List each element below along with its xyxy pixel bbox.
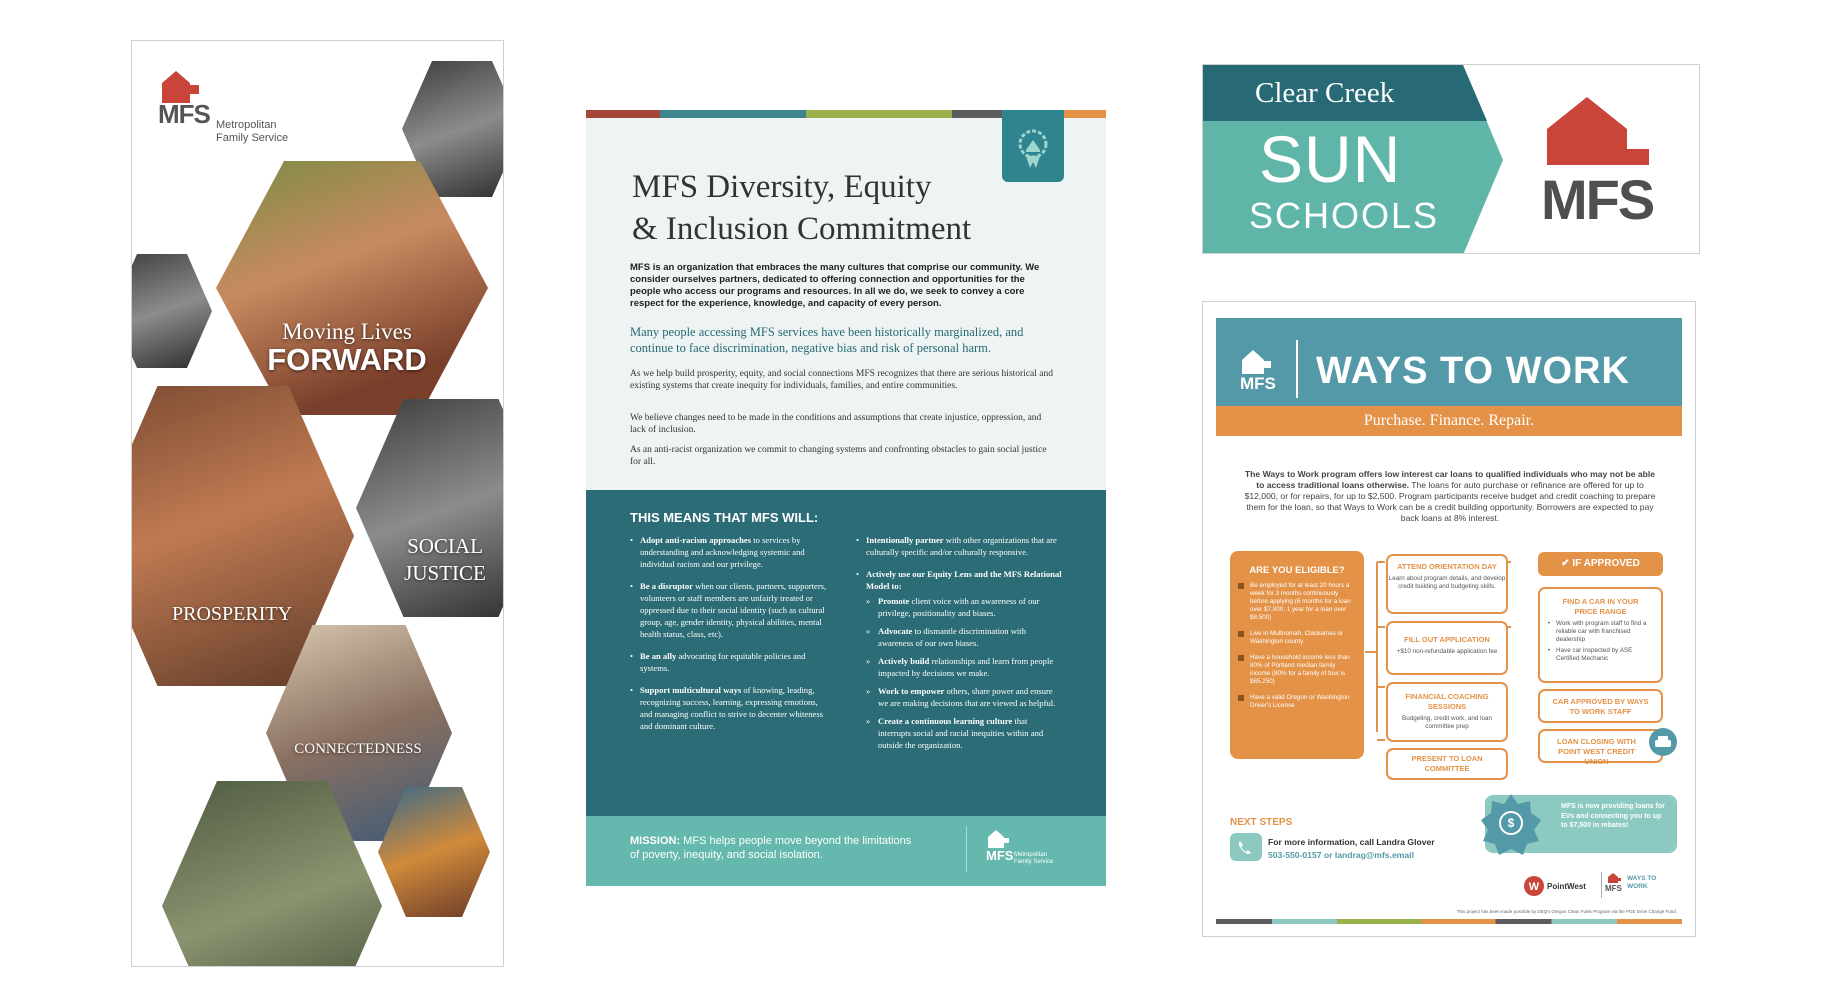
- dei-title-line1: MFS Diversity, Equity: [632, 169, 932, 205]
- wtw-header: [1216, 318, 1682, 436]
- approved-header: ✔ IF APPROVED: [1538, 552, 1663, 576]
- mfs-house-logo-icon: [1543, 95, 1653, 165]
- eligibility-box: [1230, 551, 1364, 759]
- partner-mfs-mark: MFS: [1605, 884, 1622, 893]
- approved-bullet: • Have car inspected by ASE Certified Mechanic: [1548, 647, 1633, 662]
- approved-loan-closing: LOAN CLOSING WITH POINT WEST CREDIT UNION: [1538, 729, 1663, 763]
- banner-logo-text: [216, 119, 288, 145]
- checkbox-icon: [1238, 695, 1244, 701]
- contact-line: For more information, call Landra Glover: [1268, 837, 1435, 847]
- equity-lens-subitems: [866, 595, 1062, 751]
- dei-pull-quote: Many people accessing MFS services have been historically marginalized, and continue to face discrimination, negative bias and risk of personal harm.: [630, 325, 1024, 355]
- wtw-title: WAYS TO WORK: [1316, 350, 1630, 392]
- eligibility-list: [1230, 576, 1364, 710]
- mfs-house-logo-icon: [1607, 872, 1621, 883]
- dei-paragraph-1: As we help build prosperity, equity, and social connections MFS recognizes that there are serious historical and existing systems that create inequity for individuals, families, and entire communities.: [630, 369, 1053, 391]
- commitment-item: • Intentionally partner with other organizations that are culturally specific and/or culturally responsive.: [856, 534, 1062, 558]
- tagline-line1: Moving Lives: [282, 319, 412, 344]
- commitment-item: • Actively use our Equity Lens and the MFS Relational Model to: » Promote client voice with an awareness of our privilege, positionality and biases. » Advocate to dismantle discrimination with awareness of our own biases. » Actively build relationships and learn from people impacted by decisions we make. » Work to empower others, share power and ensure we are making decisions that are viewed as helpful. » Create a continuous learning culture that interrupts social and racial inequities within and outside the organization.: [856, 568, 1062, 751]
- commitment-item: • Support multicultural ways of knowing, leading, recognizing success, learning, expressing emotions, and managing conflict to strive to decenter whiteness and dominant culture.: [630, 684, 830, 732]
- mfs-house-logo-icon: [160, 69, 200, 103]
- check-icon: ✔: [1561, 558, 1573, 569]
- footer-logo-mark: MFS: [986, 848, 1014, 863]
- dei-title-line2: & Inclusion Commitment: [632, 211, 972, 247]
- sun-word: SUN: [1259, 122, 1402, 196]
- retractable-banner: [131, 40, 504, 967]
- eligibility-item: Live in Multnomah, Clackamas or Washington county: [1238, 630, 1356, 646]
- commitments-right-column: [856, 534, 1062, 761]
- car-badge-icon: [1647, 726, 1679, 758]
- wtw-color-stripe: [1216, 919, 1682, 924]
- wtw-logo-mark: MFS: [1240, 374, 1276, 393]
- social-justice-line1: SOCIAL: [407, 534, 483, 558]
- commitments-heading: THIS MEANS THAT MFS WILL:: [630, 510, 819, 525]
- partner-wtw-text: WAYS TO WORK: [1627, 875, 1657, 890]
- subitem: » Create a continuous learning culture that interrupts social and racial inequities within and outside the organization.: [866, 715, 1062, 751]
- mfs-house-logo-icon: [986, 828, 1010, 848]
- sun-logo-mark: MFS: [1541, 168, 1654, 231]
- step-application: FILL OUT APPLICATION +$10 non-refundable application fee: [1386, 621, 1508, 675]
- wtw-footnote: This project has been made possible by DEQ's Oregon Clean Fuels Program via the PGE Drive Change Fund.: [1456, 909, 1677, 914]
- dei-paragraph-3: As an anti-racist organization we commit to changing systems and confronting obstacles to gain social justice for all.: [630, 445, 1047, 467]
- social-justice-line2: JUSTICE: [404, 561, 486, 585]
- step-orientation: ATTEND ORIENTATION DAY Learn about program details, and develop credit building and budgeting skills.: [1386, 554, 1508, 614]
- mission-footer: [586, 816, 1106, 886]
- step-present-committee: PRESENT TO LOAN COMMITTEE: [1386, 748, 1508, 780]
- schools-word: SCHOOLS: [1249, 195, 1440, 236]
- subitem: » Work to empower others, share power and ensure we are making decisions that are viewed as helpful.: [866, 685, 1062, 709]
- pointwest-name: PointWest: [1547, 882, 1586, 891]
- subitem: » Advocate to dismantle discrimination with awareness of our own biases.: [866, 625, 1062, 649]
- eligibility-item: Have a valid Oregon or Washington Driver's License: [1238, 694, 1356, 710]
- subitem: » Actively build relationships and learn from people impacted by decisions we make.: [866, 655, 1062, 679]
- connectedness-label: CONNECTEDNESS: [294, 741, 422, 757]
- footer-logo-line2: Family Service: [1014, 859, 1054, 865]
- wtw-intro: The Ways to Work program offers low interest car loans to qualified individuals who may not be able to access traditional loans otherwise. The loans for auto purchase or refinance are offered for up to $12,000, or for repairs, for up to $2,500. Program participants receive budget and credit coaching to prepare them for the loan, so that Ways to Work can be a credit building opportunity. Borrowers are expected to pay back loans at 8% interest.: [1244, 469, 1656, 523]
- approved-find-car: FIND A CAR IN YOUR PRICE RANGE • Work with program staff to find a reliable car with franchised dealership • Have car inspected by ASE Certified Mechanic: [1538, 587, 1663, 683]
- wtw-subtitle: Purchase. Finance. Repair.: [1216, 406, 1682, 436]
- footer-divider: [966, 826, 967, 872]
- checkbox-icon: [1238, 631, 1244, 637]
- ways-to-work-flyer: [1202, 301, 1696, 937]
- footer-logo-text: [1014, 852, 1053, 866]
- footer-logo-line1: Metropolitan: [1014, 852, 1048, 858]
- partner-divider: [1601, 872, 1602, 898]
- prosperity-label: PROSPERITY: [171, 603, 293, 625]
- tagline-line2: FORWARD: [267, 342, 427, 377]
- mission-statement: MISSION: MFS helps people move beyond the limitations of poverty, inequity, and social isolation.: [630, 835, 912, 861]
- banner-logo-mark: MFS: [158, 99, 210, 129]
- tagline: [252, 318, 442, 377]
- social-justice-label: [380, 533, 504, 587]
- eligibility-item: Be employed for at least 20 hours a week for 3 months continuously before applying (6 months for a loan over $7,000; 1 year for a loan over $8,500): [1238, 582, 1356, 622]
- header-divider: [1296, 340, 1298, 398]
- stripe-2: [660, 110, 806, 118]
- banner-logo-line2: Family Service: [216, 132, 289, 144]
- dei-paragraph-2: We believe changes need to be made in the conditions and assumptions that create injustice, oppression, and lack of inclusion.: [630, 413, 1042, 435]
- commitments-panel: [586, 490, 1106, 816]
- svg-text:W: W: [1528, 881, 1540, 893]
- subitem: » Promote client voice with an awareness of our privilege, positionality and biases.: [866, 595, 1062, 619]
- checkbox-icon: [1238, 655, 1244, 661]
- sun-schools-sign: [1202, 64, 1700, 254]
- approved-car-approved: CAR APPROVED BY WAYS TO WORK STAFF: [1538, 689, 1663, 723]
- approved-bullet: • Work with program staff to find a reliable car with franchised dealership: [1548, 620, 1647, 643]
- contact-detail: 503-550-0157 or landrag@mfs.email: [1268, 850, 1414, 860]
- eligibility-item: Have a household income less than 80% of Portland median family income (80% for a family of four is $65,250): [1238, 654, 1356, 686]
- dei-intro: MFS is an organization that embraces the many cultures that comprise our community. We consider ourselves partners, dedicated to offering connection and opportunities for the people who access our programs and resources. In all we do, we seek to convey a core respect for the experience, knowledge, and capacity of every person.: [630, 262, 1040, 309]
- phone-icon: [1230, 833, 1262, 861]
- next-steps-label: NEXT STEPS: [1230, 817, 1293, 828]
- commitment-item: • Be an ally advocating for equitable policies and systems.: [630, 650, 830, 674]
- stripe-1: [586, 110, 660, 118]
- eligibility-title: ARE YOU ELIGIBLE?: [1249, 565, 1345, 576]
- commitment-item: • Adopt anti-racism approaches to services by understanding and acknowledging systemic and individual racism and our privilege.: [630, 534, 830, 570]
- school-name: Clear Creek: [1255, 77, 1395, 109]
- dei-title: [632, 166, 1052, 250]
- banner-logo-line1: Metropolitan: [216, 119, 277, 131]
- stripe-3: [806, 110, 952, 118]
- family-photo-hex: [131, 254, 212, 368]
- checkbox-icon: [1238, 583, 1244, 589]
- ev-charging-badge-icon: [1479, 792, 1543, 856]
- commitment-item: • Be a disruptor when our clients, partners, supporters, volunteers or staff members are unfairly treated or oppressed due to their social identity (such as cultural group, age, gender identity, physical abilities, mental health status, class, etc).: [630, 580, 830, 640]
- step-coaching: FINANCIAL COACHING SESSIONS Budgeting, credit work, and loan committee prep: [1386, 682, 1508, 742]
- svg-text:$: $: [1507, 816, 1515, 830]
- ev-note: MFS is now providing loans for EVs and connecting you to up to $7,500 in rebates!: [1561, 803, 1665, 829]
- dei-flyer: [586, 110, 1106, 886]
- mfs-house-logo-icon: [1240, 348, 1274, 374]
- pointwest-logo-icon: [1523, 875, 1545, 897]
- commitments-left-column: [630, 534, 830, 742]
